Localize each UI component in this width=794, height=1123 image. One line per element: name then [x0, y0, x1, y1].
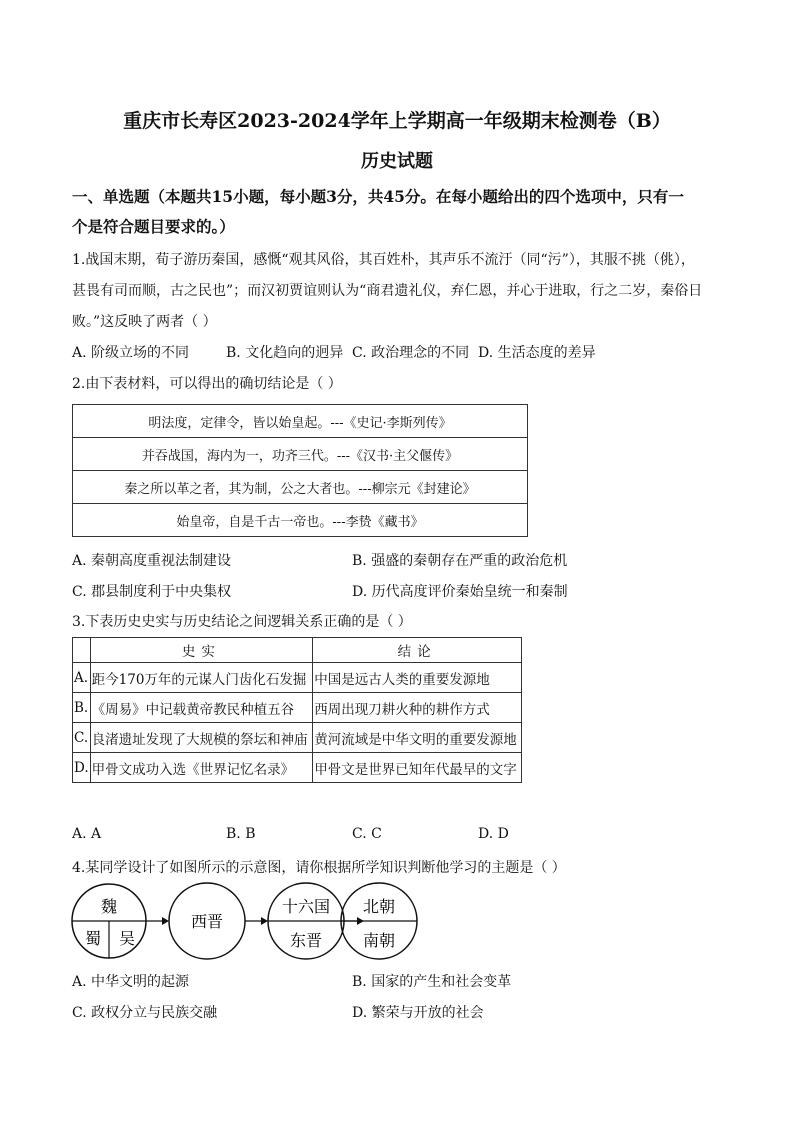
- q1-option-b: B. 文化趋向的迥异: [226, 345, 344, 361]
- table-row: [73, 693, 522, 723]
- period-northern-dynasties: 北朝: [362, 897, 396, 916]
- exam-title: 重庆市长寿区2023-2024学年上学期高一年级期末检测卷（B）: [123, 110, 671, 132]
- quote-cell: 始皇帝，自是千古一帝也。---李贽《藏书》: [73, 504, 528, 537]
- row-label: B.: [73, 693, 91, 723]
- row-label: A.: [73, 663, 91, 693]
- q2-option-b: B. 强盛的秦朝存在严重的政治危机: [352, 553, 568, 569]
- period-sixteen-kingdoms: 十六国: [281, 897, 331, 916]
- q1-stem-line1: 1.战国末期，荀子游历秦国，感慨“观其风俗，其百姓朴，其声乐不流汙（同“污”），其服不挑（佻），: [72, 252, 695, 268]
- q2-option-c: C. 郡县制度利于中央集权: [72, 584, 232, 600]
- quote-cell: 明法度，定律令，皆以始皇起。---《史记·李斯列传》: [73, 405, 528, 438]
- q1-option-d: D. 生活态度的差异: [478, 345, 596, 361]
- row-fact: 距今170万年的元谋人门齿化石发掘: [90, 663, 313, 693]
- q2-stem: 2.由下表材料，可以得出的确切结论是（ ）: [72, 376, 342, 392]
- period-wu: 吴: [118, 929, 136, 948]
- q1-stem-line2: 甚畏有司而顺，古之民也”；而汉初贾谊则认为“商君遗礼仪，弃仁恩，并心于进取，行之二岁，秦俗日: [72, 283, 703, 299]
- exam-subtitle: 历史试题: [361, 151, 433, 172]
- section-heading-line2: 个是符合题目要求的。）: [72, 217, 235, 236]
- header-fact: 史实: [90, 638, 313, 663]
- quote-cell: 并吞战国，海内为一，功齐三代。---《汉书·主父偃传》: [73, 438, 528, 471]
- period-southern-dynasties: 南朝: [362, 931, 396, 950]
- row-fact: 甲骨文成功入选《世界记忆名录》: [90, 753, 313, 783]
- table-row: [73, 438, 528, 471]
- q1-stem-line3: 败。”这反映了两者（ ）: [72, 314, 217, 330]
- period-shu: 蜀: [84, 929, 102, 948]
- q3-option-c: C. C: [352, 826, 382, 842]
- q2-option-a: A. 秦朝高度重视法制建设: [72, 553, 232, 569]
- header-conclusion: 结论: [313, 638, 522, 663]
- quote-cell: 秦之所以革之者，其为制，公之大者也。---柳宗元《封建论》: [73, 471, 528, 504]
- table-row: [73, 753, 522, 783]
- row-conclusion: 甲骨文是世界已知年代最早的文字: [313, 753, 522, 783]
- q1-option-c: C. 政治理念的不同: [352, 345, 470, 361]
- q4-option-a: A. 中华文明的起源: [72, 974, 190, 990]
- q3-fact-table: [72, 637, 522, 783]
- q4-option-c: C. 政权分立与民族交融: [72, 1005, 218, 1021]
- q1-option-a: A. 阶级立场的不同: [72, 345, 190, 361]
- section-heading-line1: 一、单选题（本题共15小题，每小题3分，共45分。在每小题给出的四个选项中，只有一: [72, 187, 684, 206]
- arrow-head: [162, 917, 169, 925]
- q4-stem: 4.某同学设计了如图所示的示意图，请你根据所学知识判断他学习的主题是（ ）: [72, 860, 566, 876]
- row-conclusion: 中国是远古人类的重要发源地: [313, 663, 522, 693]
- row-label: C.: [73, 723, 91, 753]
- q4-period-diagram: [70, 882, 420, 962]
- q3-option-d: D. D: [478, 826, 509, 842]
- table-header-row: [73, 638, 522, 663]
- arrow-head: [261, 917, 268, 925]
- q2-quote-table: [72, 404, 528, 537]
- row-fact: 良渚遗址发现了大规模的祭坛和神庙: [90, 723, 313, 753]
- table-row: [73, 471, 528, 504]
- table-row: [73, 504, 528, 537]
- table-row: [73, 723, 522, 753]
- table-row: [73, 663, 522, 693]
- q4-option-b: B. 国家的产生和社会变革: [352, 974, 512, 990]
- q3-stem: 3.下表历史史实与历史结论之间逻辑关系正确的是（ ）: [72, 614, 412, 630]
- period-eastern-jin: 东晋: [289, 931, 323, 950]
- q4-option-d: D. 繁荣与开放的社会: [352, 1005, 484, 1021]
- period-western-jin: 西晋: [190, 912, 224, 931]
- row-conclusion: 黄河流域是中华文明的重要发源地: [313, 723, 522, 753]
- q2-option-d: D. 历代高度评价秦始皇统一和秦制: [352, 584, 568, 600]
- table-row: [73, 405, 528, 438]
- row-conclusion: 西周出现刀耕火种的耕作方式: [313, 693, 522, 723]
- row-label: D.: [73, 753, 91, 783]
- row-fact: 《周易》中记载黄帝教民种植五谷: [90, 693, 313, 723]
- q3-option-b: B. B: [226, 826, 256, 842]
- period-wei: 魏: [100, 897, 118, 916]
- q3-option-a: A. A: [72, 826, 102, 842]
